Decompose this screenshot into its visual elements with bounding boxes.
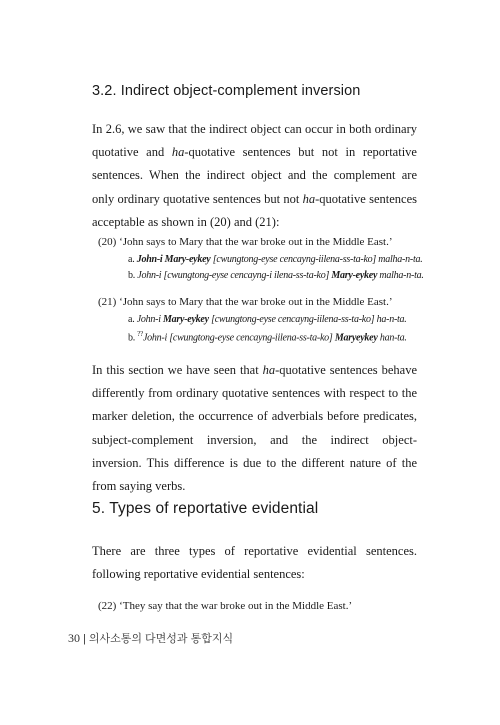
- example-22: (22) ‘They say that the war broke out in the Middle East.’: [98, 600, 353, 612]
- italic-term: ha: [302, 191, 316, 206]
- section-heading-3-2: 3.2. Indirect object-complement inversion: [92, 83, 361, 99]
- italic-phrase: John-i [cwungtong-eyse cencayng-iilena-ss-ta-ko]: [142, 332, 335, 344]
- bold-phrase: Mary-eykey: [331, 270, 378, 281]
- text-run: -quotative sentences behave: [275, 363, 417, 377]
- bold-phrase: John-i Mary-eykey: [136, 254, 211, 265]
- example-21: (21) ‘John says to Mary that the war broke out in the Middle East.’: [98, 296, 393, 308]
- text-line: There are three types of reportative evidential sentences.: [92, 544, 417, 558]
- example-label: b.: [128, 270, 138, 281]
- acceptability-mark: ??: [137, 330, 143, 338]
- bold-phrase: Mary-eykey: [163, 314, 209, 325]
- text-line: [92, 452, 417, 475]
- italic-phrase: han-ta.: [377, 332, 407, 344]
- paragraph-inversion-intro: [92, 118, 417, 234]
- text-line: acceptable as shown in (20) and (21):: [92, 214, 280, 229]
- italic-phrase: John-i [cwungtong-eyse cencayng-i ilena-ss-ta-ko]: [137, 270, 332, 281]
- italic-phrase: [cwungtong-eyse cencayng-iilena-ss-ta-ko] malha-n-ta.: [210, 254, 423, 265]
- text-line: from saying verbs.: [92, 478, 186, 493]
- example-21a: [128, 314, 407, 325]
- text-line: [92, 359, 417, 382]
- text-line: subject-complement inversion, and the indirect object-: [92, 432, 417, 447]
- example-label: a.: [128, 314, 137, 325]
- section-heading-5: 5. Types of reportative evidential: [92, 500, 319, 517]
- text-line: sentences. When the indirect object and the complement are: [92, 168, 417, 183]
- example-20b: [128, 270, 424, 281]
- text-line: differently from ordinary quotative sentences with respect to the: [92, 386, 417, 401]
- text-run: In this section we have seen that: [92, 363, 263, 377]
- example-21b: [128, 330, 407, 343]
- italic-phrase: John-i: [136, 314, 163, 325]
- italic-term: ha: [262, 363, 276, 377]
- paragraph-summary: [92, 359, 417, 498]
- text-line: [92, 188, 417, 211]
- example-label: a.: [128, 254, 137, 265]
- text-line: marker deletion, the occurrence of adverbials before predicates,: [92, 409, 417, 424]
- running-title: 의사소통의 다면성과 통합지식: [88, 633, 234, 645]
- bold-phrase: Maryeykey: [334, 332, 378, 344]
- footer-separator: |: [83, 633, 86, 645]
- paragraph-types-intro: [92, 540, 417, 586]
- italic-term: ha: [171, 145, 185, 160]
- text-run: -quotative sentences: [315, 191, 417, 206]
- italic-phrase: malha-n-ta.: [377, 270, 424, 281]
- italic-phrase: [cwungtong-eyse cencayng-iilena-ss-ta-ko] ha-n-ta.: [208, 314, 407, 325]
- text-run: only ordinary quotative sentences but not: [92, 191, 303, 206]
- text-line: In 2.6, we saw that the indirect object can occur in both ordinary: [92, 122, 417, 136]
- example-label: b.: [128, 332, 138, 344]
- text-run: inversion. This difference is due to the different nature of the: [92, 455, 417, 470]
- example-20a: [128, 254, 423, 265]
- text-run: -quotative sentences but not in reportative: [184, 145, 417, 160]
- page-footer: [68, 630, 233, 646]
- page-number: 30: [68, 631, 80, 645]
- text-line: following reportative evidential sentences:: [92, 567, 305, 582]
- example-20: (20) ‘John says to Mary that the war broke out in the Middle East.’: [98, 236, 393, 248]
- text-line: quotative and ha-quotative sentences but not in reportative: [92, 141, 417, 164]
